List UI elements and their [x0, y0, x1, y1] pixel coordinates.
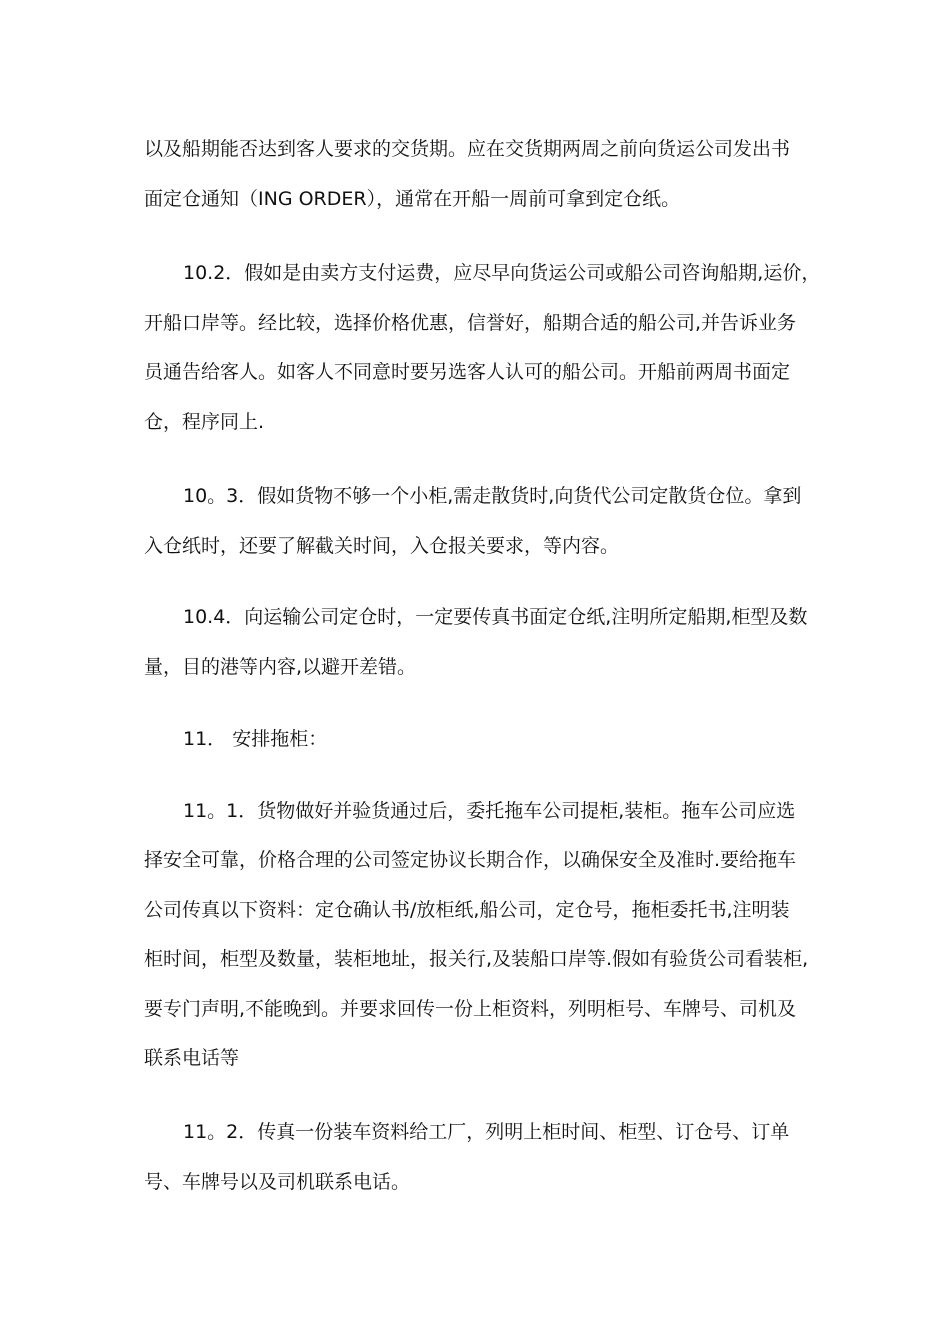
- text-line: 以及船期能否达到客人要求的交货期。应在交货期两周之前向货运公司发出书: [144, 138, 791, 160]
- text-line: 择安全可靠，价格合理的公司签定协议长期合作，以确保安全及准时.要给拖车: [144, 849, 797, 871]
- text-line: 10.4．向运输公司定仓时，一定要传真书面定仓纸,注明所定船期,柜型及数: [183, 606, 808, 628]
- text-line: 面定仓通知（ING ORDER），通常在开船一周前可拿到定仓纸。: [144, 188, 681, 210]
- text-line: 量，目的港等内容,以避开差错。: [144, 656, 417, 678]
- text-line: 仓，程序同上.: [144, 411, 265, 433]
- text-line: 入仓纸时，还要了解截关时间，入仓报关要求，等内容。: [144, 535, 620, 557]
- text-line: 柜时间，柜型及数量，装柜地址，报关行,及装船口岸等.假如有验货公司看装柜,: [144, 948, 809, 970]
- text-line: 号、车牌号以及司机联系电话。: [144, 1171, 411, 1193]
- text-line: 10.2．假如是由卖方支付运费，应尽早向货运公司或船公司咨询船期,运价，: [183, 262, 821, 284]
- text-line: 10。3．假如货物不够一个小柜,需走散货时,向货代公司定散货仓位。拿到: [183, 485, 802, 507]
- text-line: 11。2．传真一份装车资料给工厂，列明上柜时间、柜型、订仓号、订单: [183, 1121, 790, 1143]
- text-line: 要专门声明,不能晚到。并要求回传一份上柜资料，列明柜号、车牌号、司机及: [144, 998, 797, 1020]
- text-line: 11。1．货物做好并验货通过后，委托拖车公司提柜,装柜。拖车公司应选: [183, 800, 796, 822]
- section-heading: 11． 安排拖柜：: [183, 728, 328, 750]
- text-line: 联系电话等: [144, 1047, 240, 1069]
- text-line: 公司传真以下资料：定仓确认书/放柜纸,船公司，定仓号，拖柜委托书,注明装: [144, 899, 790, 921]
- text-line: 员通告给客人。如客人不同意时要另选客人认可的船公司。开船前两周书面定: [144, 361, 791, 383]
- text-line: 开船口岸等。经比较，选择价格优惠，信誉好，船期合适的船公司,并告诉业务: [144, 312, 797, 334]
